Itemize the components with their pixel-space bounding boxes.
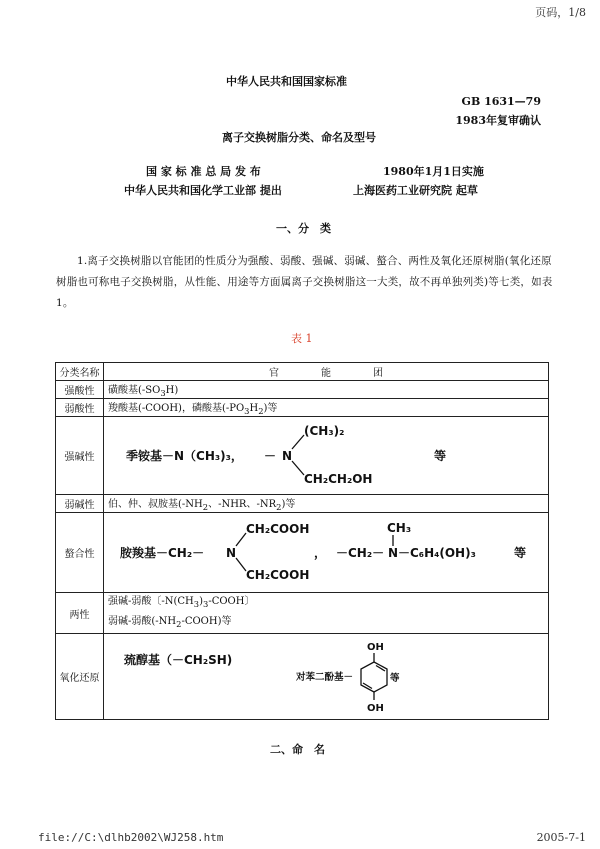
category-amphoteric: 两性	[56, 593, 104, 634]
bond-up	[292, 435, 304, 449]
strong-base-n: N	[282, 449, 293, 463]
strong-base-suffix: 等	[434, 449, 447, 463]
category-strong-acid: 强酸性	[56, 381, 104, 399]
amphoteric-line-1: 强碱-弱酸〔$-N(CH_3)_3$-COOH〕	[108, 596, 255, 609]
table-row-amphoteric	[56, 593, 549, 634]
chelating-top: CH₂COOH	[246, 522, 310, 536]
chelating-right-top: CH₃	[387, 521, 412, 535]
strong-base-dash: －	[264, 449, 277, 463]
redox-oh-bottom: OH	[367, 703, 384, 714]
standard-code: GB 1631—79	[461, 95, 541, 108]
table-caption: 表 1	[291, 332, 313, 345]
group-amphoteric	[104, 593, 549, 634]
chelating-left: 胺羧基－CH₂－	[120, 546, 205, 560]
standard-org: 中华人民共和国国家标准	[226, 75, 347, 88]
strong-base-top: (CH₃)₂	[304, 424, 345, 438]
section-heading-classification: 一、分 类	[276, 222, 331, 235]
redox-suffix: 等	[390, 673, 400, 684]
table-header-row	[56, 363, 549, 381]
benzene-ring	[361, 662, 387, 692]
group-chelating	[104, 513, 549, 593]
header-category: 分类名称	[56, 363, 104, 381]
print-date: 2005-7-1	[536, 831, 586, 844]
group-redox	[104, 634, 549, 720]
group-strong-acid: 磺酸基$(-SO_3H)$	[104, 381, 549, 399]
chelating-bond-up	[236, 533, 246, 546]
redox-label: 对苯二酚基－	[296, 672, 354, 683]
reconfirm-note: 1983年复审确认	[455, 114, 541, 127]
group-weak-base: 伯、仲、叔胺基($-NH_2$、-NHR、$-NR_2$)等	[104, 495, 549, 513]
category-redox: 氧化还原	[56, 634, 104, 720]
chelating-suffix: 等	[514, 546, 527, 560]
header-char-3: 团	[373, 368, 383, 379]
category-weak-acid: 弱酸性	[56, 399, 104, 417]
category-strong-base: 强碱性	[56, 417, 104, 495]
strong-base-structure	[104, 417, 544, 491]
table-row-weak-acid	[56, 399, 549, 417]
amphoteric-line-2: 弱碱-弱酸$(-NH_2-COOH)$等	[108, 616, 232, 629]
bond-down	[292, 461, 304, 475]
chelating-bottom: CH₂COOH	[246, 568, 310, 582]
group-weak-acid: 羧酸基(-COOH)，磷酸基$(-PO_3H_2)$等	[104, 399, 549, 417]
issuer: 国 家 标 准 总 局 发 布	[146, 165, 261, 178]
chelating-bond-down	[236, 558, 246, 571]
table-row-redox	[56, 634, 549, 720]
chelating-right-a: －CH₂－	[336, 546, 385, 560]
page-counter: 页码，1/8	[535, 6, 586, 19]
table-row-chelating	[56, 513, 549, 593]
redox-left: 巯醇基（－CH₂SH)	[124, 653, 233, 667]
file-path: file://C:\dlhb2002\WJ258.htm	[38, 831, 224, 844]
doc-title: 离子交换树脂分类、命名及型号	[222, 131, 376, 144]
header-char-1: 官	[269, 368, 279, 379]
group-strong-base	[104, 417, 549, 495]
chelating-n: N	[226, 546, 237, 560]
chelating-right-b: －C₆H₄(OH)₃	[398, 546, 476, 560]
header-char-2: 能	[321, 368, 331, 379]
effective-date: 1980年1月1日实施	[383, 165, 484, 178]
drafter: 上海医药工业研究院 起草	[353, 184, 478, 197]
strong-base-bottom: CH₂CH₂OH	[304, 472, 373, 486]
chelating-structure	[104, 513, 544, 589]
strong-base-left: 季铵基－N（CH₃)₃，	[126, 449, 243, 463]
benzene-double-1	[376, 666, 385, 672]
redox-structure	[104, 634, 544, 716]
classification-table	[55, 362, 549, 720]
paragraph-1: 1.离子交换树脂以官能团的性质分为强酸、弱酸、强碱、弱碱、螯合、两性及氧化还原树脂(氧化还原树脂也可称电子交换树脂，从性能、用途等方面属离子交换树脂这一大类，故不再单独列类)等七类，如表1。	[56, 255, 553, 309]
benzene-double-2	[363, 683, 372, 689]
category-weak-base: 弱碱性	[56, 495, 104, 513]
chelating-right-n: N	[388, 546, 399, 560]
proposer: 中华人民共和国化学工业部 提出	[124, 184, 282, 197]
table-row-strong-base	[56, 417, 549, 495]
header-functional-group	[104, 363, 549, 381]
section-heading-naming: 二、命 名	[270, 743, 325, 756]
category-chelating: 螯合性	[56, 513, 104, 593]
redox-oh-top: OH	[367, 642, 384, 653]
table-row-strong-acid	[56, 381, 549, 399]
chelating-comma: ，	[314, 546, 327, 560]
table-row-weak-base	[56, 495, 549, 513]
